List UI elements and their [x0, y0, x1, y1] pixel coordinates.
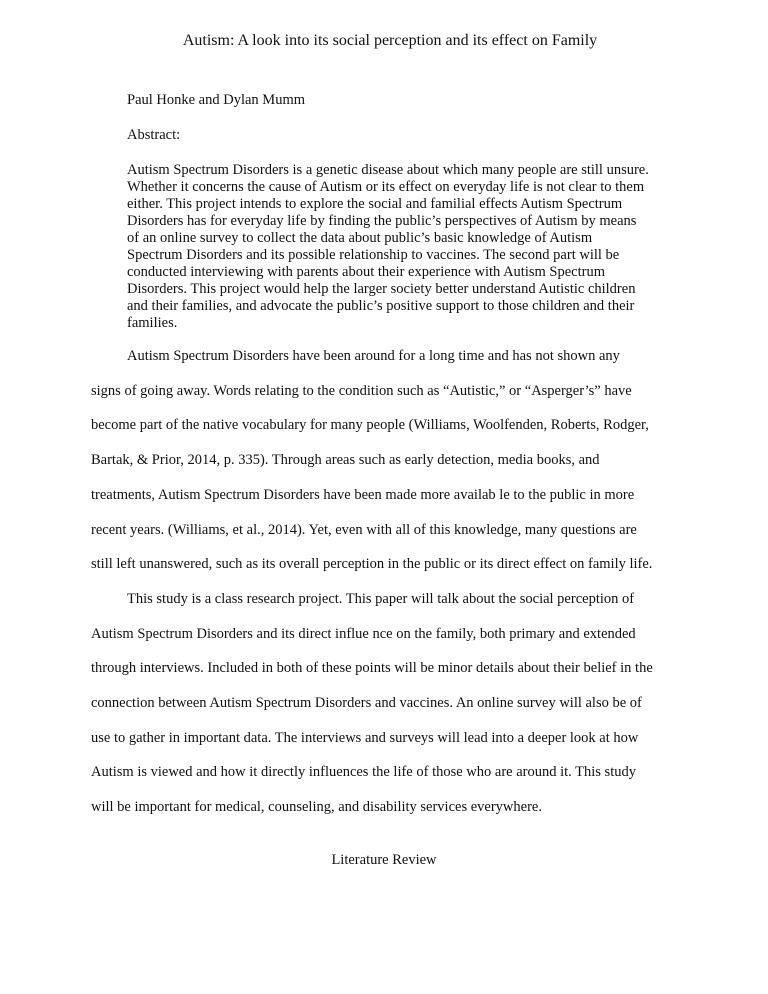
abstract-line: and their families, and advocate the public’s positive support to those children and their — [127, 298, 635, 314]
paragraph-line: Bartak, & Prior, 2014, p. 335). Through areas such as early detection, media books, and — [91, 452, 600, 469]
abstract-line: of an online survey to collect the data about public’s basic knowledge of Autism — [127, 230, 593, 246]
abstract-label: Abstract: — [127, 127, 181, 143]
paragraph-line: connection between Autism Spectrum Disorders and vaccines. An online survey will also be of — [91, 695, 642, 712]
abstract-line: families. — [127, 315, 178, 331]
abstract-block — [127, 162, 687, 332]
paragraph-line: treatments, Autism Spectrum Disorders have been made more availab le to the public in more — [91, 486, 635, 503]
abstract-line: Autism Spectrum Disorders is a genetic disease about which many people are still unsure. — [127, 162, 649, 178]
paragraph-line: This study is a class research project. This paper will talk about the social perception of — [127, 590, 635, 607]
abstract-line: Spectrum Disorders and its possible relationship to vaccines. The second part will be — [127, 247, 620, 263]
paragraph-line: still left unanswered, such as its overall perception in the public or its direct effect on family life. — [91, 556, 653, 573]
paragraph-line: Autism Spectrum Disorders and its direct influe nce on the family, both primary and extended — [91, 625, 636, 642]
paragraph-line: use to gather in important data. The interviews and surveys will lead into a deeper look at how — [91, 729, 639, 746]
section-heading: Literature Review — [331, 852, 437, 868]
abstract-line: either. This project intends to explore the social and familial effects Autism Spectrum — [127, 196, 623, 212]
paragraph-line: Autism is viewed and how it directly influences the life of those who are around it. This study — [91, 764, 636, 781]
abstract-line: conducted interviewing with parents about their experience with Autism Spectrum — [127, 264, 605, 280]
paragraph-line: Autism Spectrum Disorders have been around for a long time and has not shown any — [127, 348, 620, 364]
abstract-line: Disorders has for everyday life by finding the public’s perspectives of Autism by means — [127, 213, 637, 229]
authors: Paul Honke and Dylan Mumm — [127, 92, 306, 108]
paragraph-line: become part of the native vocabulary for many people (Williams, Woolfenden, Roberts, Rodger, — [91, 417, 649, 434]
document-title: Autism: A look into its social perception and its effect on Family — [182, 32, 598, 49]
paragraph-line: will be important for medical, counseling, and disability services everywhere. — [91, 799, 542, 816]
paragraph-line: through interviews. Included in both of these points will be minor details about their belief in the — [91, 660, 653, 677]
abstract-line: Disorders. This project would help the larger society better understand Autistic children — [127, 281, 636, 297]
abstract-line: Whether it concerns the cause of Autism or its effect on everyday life is not clear to them — [127, 179, 645, 195]
paragraph-line: signs of going away. Words relating to the condition such as “Autistic,” or “Asperger’s” have — [91, 382, 632, 399]
paragraph-line: recent years. (Williams, et al., 2014). Yet, even with all of this knowledge, many questions are — [91, 521, 637, 538]
body-text — [91, 339, 691, 825]
